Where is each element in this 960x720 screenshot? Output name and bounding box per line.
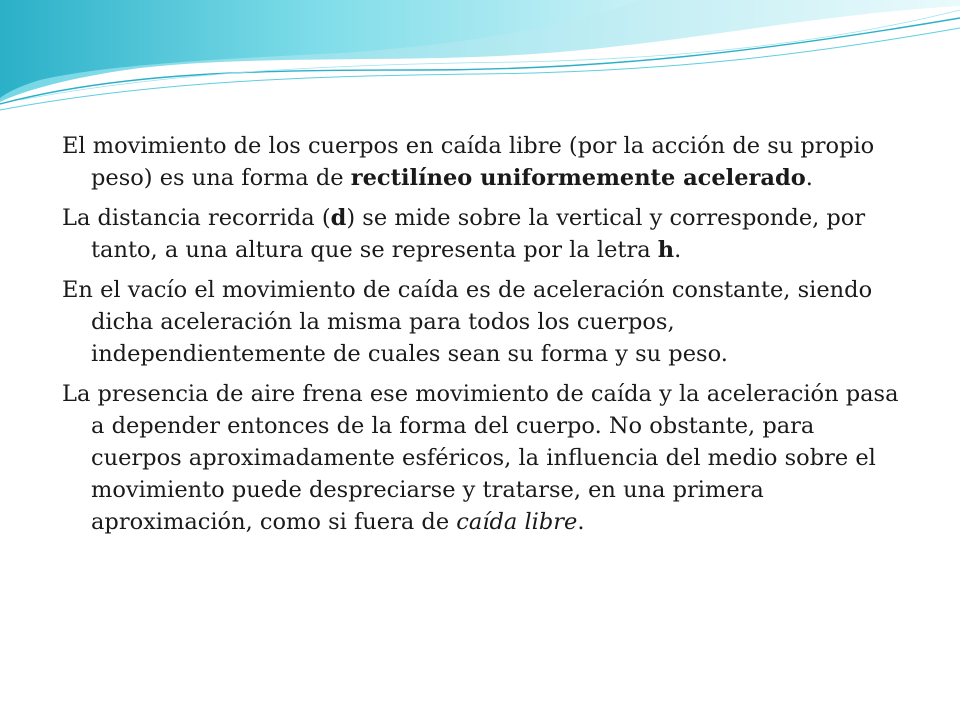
paragraph-text-segment: . bbox=[805, 165, 813, 191]
paragraph-text-segment: La distancia recorrida ( bbox=[62, 205, 331, 231]
paragraph-text-segment: . bbox=[674, 237, 682, 263]
slide-paragraph bbox=[62, 130, 902, 194]
paragraph-text-segment: . bbox=[577, 509, 585, 535]
decorative-wave-header bbox=[0, 0, 960, 120]
slide-paragraph bbox=[62, 202, 902, 266]
paragraph-text-segment: En el vacío el movimiento de caída es de aceleración constante, siendo dicha aceleración la misma para todos los cuerpos, independientemente de cuales sean su forma y su peso. bbox=[62, 277, 873, 367]
paragraph-text-segment: rectilíneo uniformemente acelerado bbox=[350, 165, 806, 191]
paragraph-text-segment: ) se mide sobre la vertical y corresponde, por tanto, a una altura que se representa por la letra bbox=[91, 205, 866, 263]
slide-paragraph bbox=[62, 378, 902, 538]
paragraph-text-segment: caída libre bbox=[456, 509, 578, 535]
paragraph-text-segment: La presencia de aire frena ese movimiento de caída y la aceleración pasa a depender entonces de la forma del cuerpo. No obstante, para cuerpos aproximadamente esféricos, la influencia del medio sobre el movimiento puede despreciarse y tratarse, en una primera aproximación, como si fuera de bbox=[62, 381, 899, 535]
paragraph-text-segment: El movimiento de los cuerpos en caída libre (por la acción de su propio peso) es una forma de bbox=[62, 133, 875, 191]
slide-paragraph bbox=[62, 274, 902, 370]
paragraph-text-segment: h bbox=[657, 237, 675, 263]
slide-body bbox=[62, 130, 902, 546]
paragraph-text-segment: d bbox=[330, 205, 347, 231]
